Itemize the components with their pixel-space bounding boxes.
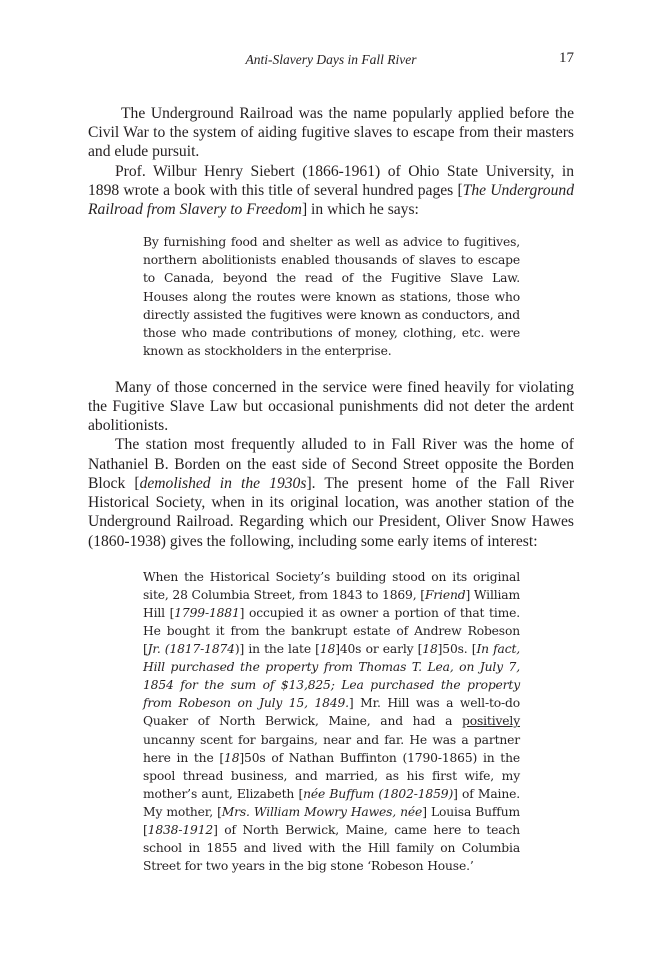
text-run: ] of North Berwick, Maine, came here to teach school in 1855 and lived with the Hill family on Columbia Street for two years in the big stone ‘Robeson House.’ — [143, 823, 520, 874]
running-title: Anti-Slavery Days in Fall River — [245, 52, 417, 67]
text-run: By furnishing food and shelter as well as advice to fugitives, northern abolitionists enabled thousands of slaves to escape to Canada, beyond the read of the Fugitive Slave Law. Houses along the routes were known as stations, those who directly assisted the fugitives were known as conductors, and those who made contributions of money, clothing, etc. were known as stockholders in the enterprise. — [143, 235, 520, 358]
italic-text: The Underground Railroad from Slavery to Freedom — [88, 181, 574, 219]
paragraph — [88, 378, 574, 436]
underlined-text: positively — [462, 714, 520, 729]
paragraph — [88, 104, 574, 162]
running-header — [88, 50, 574, 70]
text-run: ] William Hill [ — [143, 587, 520, 620]
italic-text: Friend — [424, 587, 466, 602]
italic-text: 1838-1912 — [147, 823, 214, 838]
text-run: When the Historical Society’s building stood on its original site, 28 Columbia Street, from 1843 to 1869, [ — [143, 569, 520, 602]
text-run: ]40s or early [ — [335, 642, 423, 657]
paragraph — [88, 435, 574, 550]
italic-text: 18 — [422, 642, 438, 657]
text-run: ]50s of Nathan Buffinton (1790-1865) in the spool thread business, and married, as his first wife, my mother’s aunt, Elizabeth [ — [143, 750, 520, 801]
text-run: uncanny scent for bargains, near and far. He was a partner here in the [ — [143, 732, 520, 765]
text-run: )] in the late [ — [234, 642, 320, 657]
page-body — [88, 104, 574, 889]
text-run: Many of those concerned in the service were fined heavily for violating the Fugitive Slave Law but occasional punishments did not deter the ardent abolitionists. — [88, 378, 574, 435]
italic-text: Jr. (1817-1874 — [147, 642, 235, 657]
text-run: ]50s. [ — [437, 642, 477, 657]
block-quote — [143, 568, 520, 876]
italic-text: 18 — [319, 642, 336, 657]
text-run: ] Louisa Buffum [ — [143, 804, 520, 838]
text-run: ] in which he says: — [301, 201, 419, 219]
block-quote — [143, 233, 520, 360]
italic-text: 1799-1881 — [174, 605, 240, 620]
text-run: The station most frequently alluded to in Fall River was the home of Nathaniel B. Borden on the east side of Second Street opposite the Borden Block [ — [88, 436, 574, 492]
italic-text: demolished in the 1930s — [139, 474, 307, 492]
text-run: The Underground Railroad was the name popularly applied before the Civil War to the system of aiding fugitive slaves to escape from their masters and elude pursuit. — [88, 105, 574, 161]
italic-text: Mrs. William Mowry Hawes, née — [221, 804, 423, 819]
text-run: ] occupied it as owner a portion of that time. He bought it from the bankrupt estate of Andrew Robeson [ — [143, 605, 520, 657]
text-run: ] Mr. Hill was a well-to-do Quaker of North Berwick, Maine, and had a — [143, 696, 520, 729]
page-number: 17 — [559, 50, 574, 66]
italic-text: 18 — [224, 750, 240, 765]
italic-text: In fact, Hill purchased the property from Thomas T. Lea, on July 7, 1854 for the sum of $13,825; Lea purchased the property from Robeson on July 15, 1849. — [143, 642, 521, 711]
text-run: ]. The present home of the Fall River Historical Society, when in its original location, was another station of the Underground Railroad. Regarding which our President, Oliver Snow Hawes (1860-1938) gives the following, including some early items of interest: — [88, 474, 575, 550]
paragraph — [88, 162, 574, 220]
text-run: ] of Maine. My mother, [ — [143, 786, 520, 819]
text-run: Prof. Wilbur Henry Siebert (1866-1961) of Ohio State University, in 1898 wrote a book with this title of several hundred pages [ — [88, 162, 574, 199]
italic-text: née Buffum (1802-1859) — [303, 786, 454, 801]
